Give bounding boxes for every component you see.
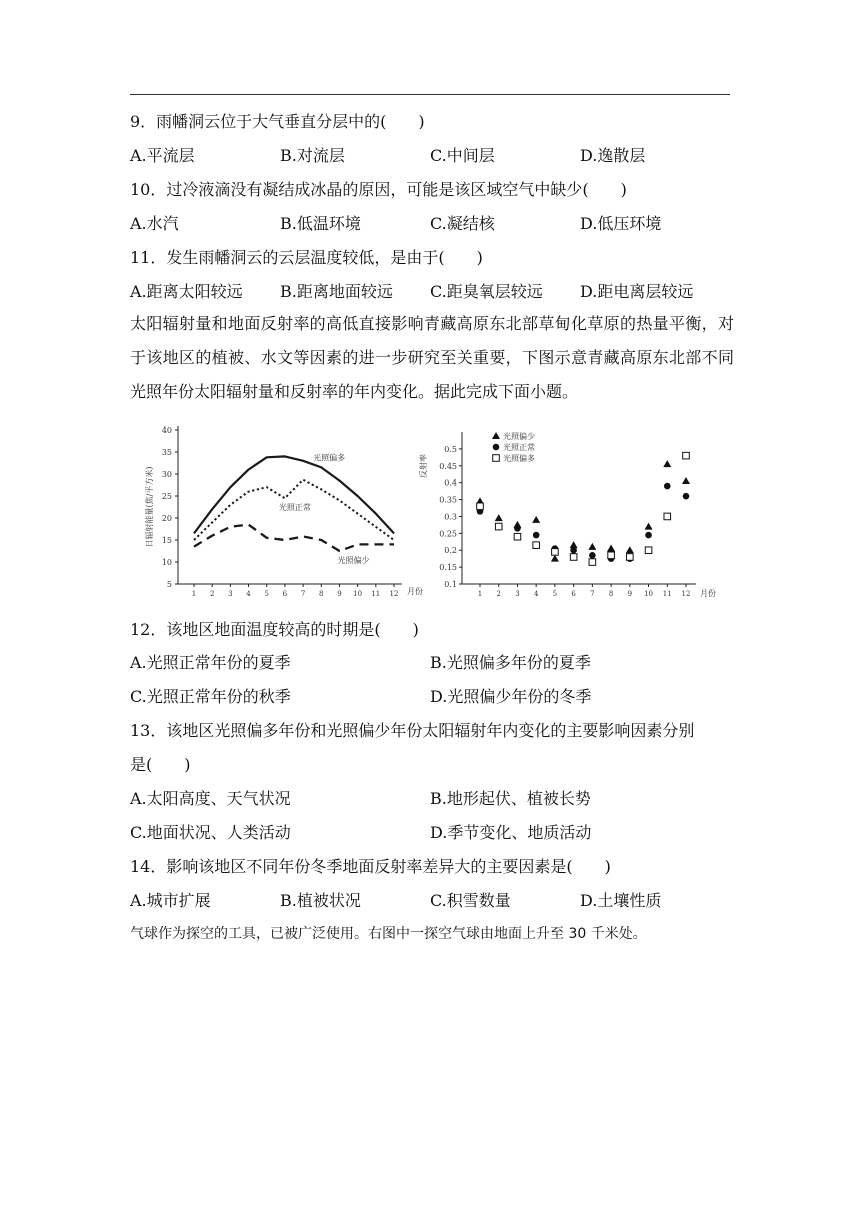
x-tick-label: 4 xyxy=(246,590,251,598)
scatter-point-square xyxy=(514,533,521,540)
x-tick-label: 9 xyxy=(337,590,342,598)
y-tick-label: 0.1 xyxy=(444,580,457,589)
x-tick-label: 12 xyxy=(389,590,399,598)
scatter-point-triangle xyxy=(626,546,634,553)
x-tick-label: 8 xyxy=(319,590,324,598)
y-tick-label: 35 xyxy=(161,448,172,457)
x-tick-label: 2 xyxy=(496,590,501,598)
x-tick-label: 7 xyxy=(300,590,306,598)
x-tick-label: 5 xyxy=(552,590,558,598)
x-axis-label: 月份 xyxy=(700,589,716,598)
y-axis-label: 日辐射能量(焦/平方米) xyxy=(145,466,154,548)
scatter-point-square xyxy=(608,552,615,559)
scatter-point-square xyxy=(627,554,634,561)
scatter-point-triangle xyxy=(495,514,503,521)
x-tick-label: 1 xyxy=(191,590,197,598)
q12-option-b[interactable]: B.光照偏多年份的夏季 xyxy=(430,653,591,672)
q12-option-a[interactable]: A.光照正常年份的夏季 xyxy=(130,653,291,672)
question-10-stem: 10．过冷液滴没有凝结成冰晶的原因，可能是该区域空气中缺少( ) xyxy=(130,180,627,199)
series-line-0 xyxy=(194,456,394,533)
question-14-stem: 14．影响该地区不同年份冬季地面反射率差异大的主要因素是( ) xyxy=(130,857,611,876)
y-tick-label: 0.5 xyxy=(444,444,457,454)
y-tick-label: 20 xyxy=(161,514,172,523)
y-tick-label: 0.45 xyxy=(439,461,457,471)
scatter-point-square xyxy=(683,452,690,459)
q9-option-c[interactable]: C.中间层 xyxy=(430,146,495,165)
x-axis-label: 月份 xyxy=(407,587,423,596)
scatter-point-triangle xyxy=(588,543,596,550)
question-11-stem: 11．发生雨幡洞云的云层温度较低，是由于( ) xyxy=(130,248,483,267)
y-tick-label: 5 xyxy=(166,580,172,589)
scatter-point-triangle xyxy=(645,523,653,530)
legend-label: 光照正常 xyxy=(503,443,535,452)
scatter-point-triangle xyxy=(532,516,540,523)
scatter-point-square xyxy=(552,549,559,556)
x-tick-label: 1 xyxy=(477,590,483,598)
series-label: 光照偏少 xyxy=(337,556,370,565)
x-tick-label: 4 xyxy=(533,590,539,598)
q14-option-c[interactable]: C.积雪数量 xyxy=(430,891,511,910)
x-tick-label: 10 xyxy=(644,590,654,598)
q13-option-c[interactable]: C.地面状况、人类活动 xyxy=(130,823,291,842)
series-line-2 xyxy=(194,525,394,551)
q13-option-b[interactable]: B.地形起伏、植被长势 xyxy=(430,789,591,808)
y-tick-label: 0.4 xyxy=(444,478,457,488)
q14-option-a[interactable]: A.城市扩展 xyxy=(130,891,211,910)
q14-option-d[interactable]: D.土壤性质 xyxy=(580,891,662,910)
scatter-point-square xyxy=(664,513,671,520)
y-tick-label: 15 xyxy=(161,536,172,545)
y-tick-label: 0.2 xyxy=(444,546,457,556)
scatter-point-circle xyxy=(514,525,521,532)
q11-option-a[interactable]: A.距离太阳较远 xyxy=(130,282,243,301)
x-tick-label: 5 xyxy=(264,590,269,598)
scatter-point-triangle xyxy=(682,477,690,484)
q12-option-c[interactable]: C.光照正常年份的秋季 xyxy=(130,687,291,706)
scatter-point-square xyxy=(533,542,540,549)
scatter-point-square xyxy=(477,503,484,510)
series-label: 光照正常 xyxy=(278,503,311,513)
scatter-point-circle xyxy=(570,547,577,554)
passage-text: 太阳辐射量和地面反射率的高低直接影响青藏高原东北部草甸化草原的热量平衡，对于该地区的植被、水文等因素的进一步研究至关重要，下图示意青藏高原东北部不同光照年份太阳辐射量和反射率的年内变化。据此完成下面小题。 xyxy=(130,314,734,401)
x-tick-label: 6 xyxy=(571,590,576,598)
legend-label: 光照偏多 xyxy=(503,454,535,463)
footer-text: 气球作为探空的工具，已被广泛使用。右图中一探空气球由地面上升至 30 千米处。 xyxy=(130,926,647,942)
question-12-stem: 12．该地区地面温度较高的时期是( ) xyxy=(130,620,419,639)
q11-option-c[interactable]: C.距臭氧层较远 xyxy=(430,282,543,301)
q11-option-d[interactable]: D.距电离层较远 xyxy=(580,282,694,301)
y-axis-label: 反射率 xyxy=(419,454,428,478)
x-tick-label: 6 xyxy=(282,590,288,598)
scatter-point-circle xyxy=(533,532,540,539)
scatter-point-circle xyxy=(645,532,652,539)
q9-option-d[interactable]: D.逸散层 xyxy=(580,146,646,165)
radiation-line-chart xyxy=(140,418,430,604)
q9-option-a[interactable]: A.平流层 xyxy=(130,146,195,165)
scatter-point-square xyxy=(645,547,652,554)
question-9-stem: 9．雨幡洞云位于大气垂直分层中的( ) xyxy=(130,112,425,131)
q12-option-d[interactable]: D.光照偏少年份的冬季 xyxy=(430,687,592,706)
header-rule xyxy=(130,94,730,95)
y-tick-label: 25 xyxy=(161,492,172,501)
y-tick-label: 40 xyxy=(161,426,172,435)
scatter-point-circle xyxy=(589,552,596,559)
scatter-point-triangle xyxy=(663,460,671,467)
scatter-point-square xyxy=(495,523,502,530)
scatter-point-circle xyxy=(664,483,671,490)
q13-option-d[interactable]: D.季节变化、地质活动 xyxy=(430,823,592,842)
q13-option-a[interactable]: A.太阳高度、天气状况 xyxy=(130,789,291,808)
x-tick-label: 3 xyxy=(515,590,520,598)
x-tick-label: 7 xyxy=(590,590,595,598)
x-tick-label: 11 xyxy=(371,590,381,598)
q10-option-b[interactable]: B.低温环境 xyxy=(280,214,361,233)
legend-marker-square xyxy=(493,455,500,462)
legend-label: 光照偏少 xyxy=(503,432,535,441)
x-tick-label: 2 xyxy=(209,590,215,598)
series-label: 光照偏多 xyxy=(313,453,346,463)
x-tick-label: 10 xyxy=(353,590,363,598)
y-tick-label: 0.35 xyxy=(439,495,457,505)
q10-option-d[interactable]: D.低压环境 xyxy=(580,214,662,233)
scatter-point-circle xyxy=(683,493,690,500)
question-13-stem-line1: 13．该地区光照偏多年份和光照偏少年份太阳辐射年内变化的主要影响因素分别 xyxy=(130,721,695,740)
y-tick-label: 0.15 xyxy=(439,563,457,573)
x-tick-label: 9 xyxy=(627,590,633,598)
y-tick-label: 0.3 xyxy=(444,512,457,522)
y-tick-label: 30 xyxy=(161,470,172,479)
scatter-point-square xyxy=(570,554,577,561)
y-tick-label: 10 xyxy=(161,558,172,567)
x-tick-label: 12 xyxy=(681,590,691,598)
scatter-point-triangle xyxy=(551,555,559,562)
scatter-point-triangle xyxy=(607,545,615,552)
x-tick-label: 11 xyxy=(662,590,672,598)
legend-marker-circle xyxy=(493,444,500,451)
x-tick-label: 3 xyxy=(228,590,233,598)
legend-marker-triangle xyxy=(492,432,500,439)
question-13-stem-line2: 是( ) xyxy=(130,755,191,774)
reflectance-scatter-chart xyxy=(412,422,724,606)
q10-option-c[interactable]: C.凝结核 xyxy=(430,214,495,233)
q9-option-b[interactable]: B.对流层 xyxy=(280,146,345,165)
q14-option-b[interactable]: B.植被状况 xyxy=(280,891,361,910)
scatter-point-square xyxy=(589,559,596,566)
y-tick-label: 0.25 xyxy=(439,529,457,539)
q10-option-a[interactable]: A.水汽 xyxy=(130,214,179,233)
q11-option-b[interactable]: B.距离地面较远 xyxy=(280,282,393,301)
x-tick-label: 8 xyxy=(608,590,614,598)
